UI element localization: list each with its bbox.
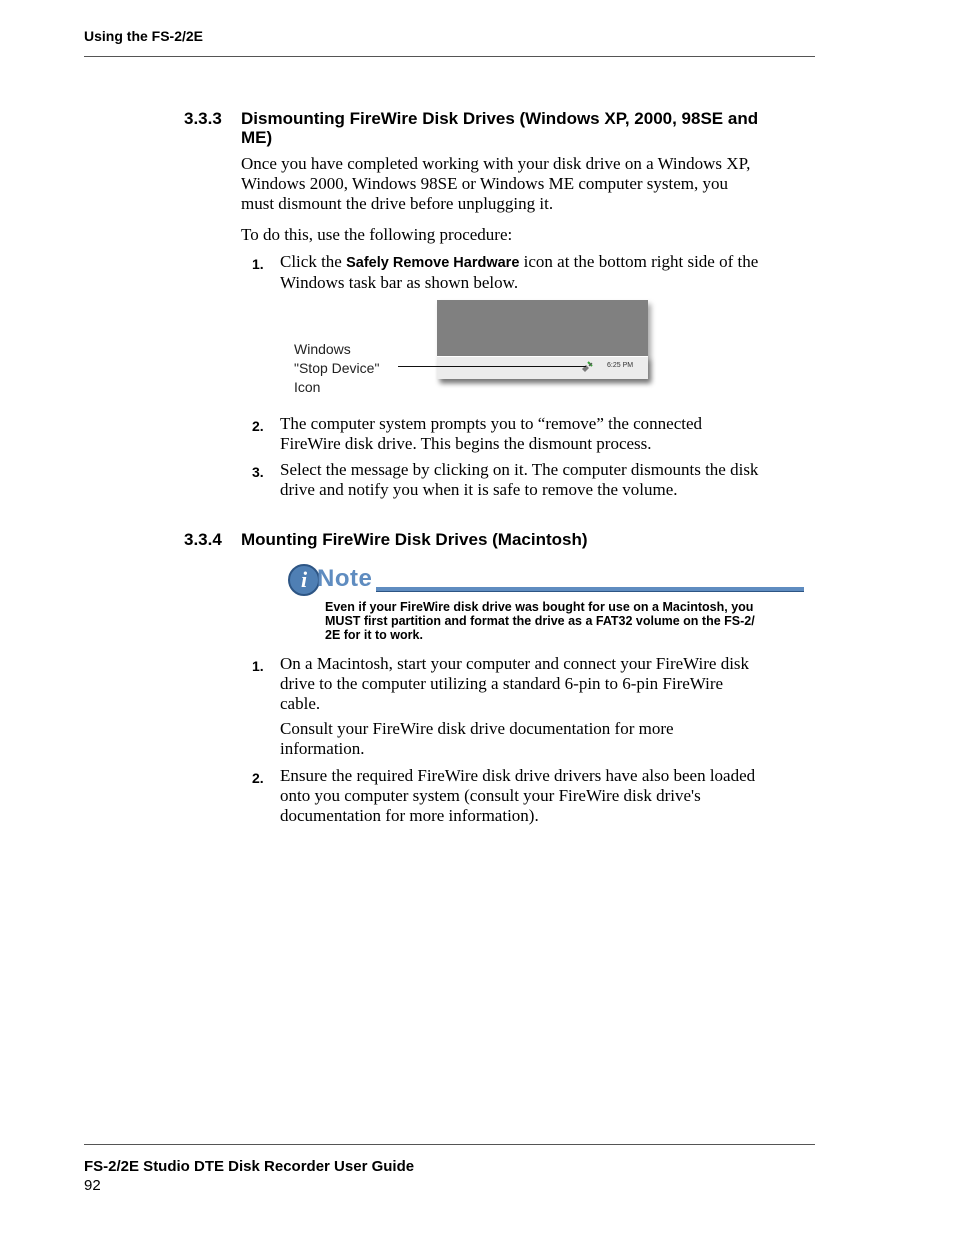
- note-box: [288, 564, 808, 644]
- safely-remove-hardware-icon: [580, 360, 594, 374]
- step-number: 1.: [252, 256, 264, 272]
- section-title: Dismounting FireWire Disk Drives (Windows XP, 2000, 98SE and ME): [241, 109, 759, 147]
- step-text: Click the Safely Remove Hardware icon at the bottom right side of the Windows task bar as shown below.: [280, 252, 759, 292]
- figure-callout: Windows "Stop Device" Icon: [294, 341, 380, 395]
- step-number: 1.: [252, 658, 264, 674]
- note-label: Note: [317, 565, 373, 592]
- procedure-intro: To do this, use the following procedure:: [241, 225, 513, 244]
- step-number: 2.: [252, 418, 264, 434]
- step-number: 3.: [252, 464, 264, 480]
- footer-title: FS-2/2E Studio DTE Disk Recorder User Guide: [84, 1158, 415, 1175]
- ui-term-safely-remove-hardware: Safely Remove Hardware: [346, 255, 520, 271]
- intro-paragraph: Once you have completed working with your disk drive on a Windows XP, Windows 2000, Windows 98SE or Windows ME computer system, you must dismount the drive before unplugging it.: [241, 154, 751, 213]
- page-number: 92: [84, 1177, 101, 1194]
- step-1: [252, 252, 814, 292]
- step-3: [252, 460, 814, 500]
- taskbar-clock: 6:25 PM: [607, 362, 634, 369]
- taskbar-figure: [290, 298, 660, 402]
- callout-leader-line: [398, 366, 586, 367]
- step-text: Select the message by clicking on it. The computer dismounts the disk drive and notify you when it is safe to remove the volume.: [280, 460, 759, 499]
- note-text: Even if your FireWire disk drive was bought for use on a Macintosh, you MUST first partition and format the drive as a FAT32 volume on the FS-2/ 2E for it to work.: [325, 600, 755, 642]
- windows-taskbar: [437, 356, 648, 379]
- step-text: The computer system prompts you to “remove” the connected FireWire disk drive. This begins the dismount process.: [280, 414, 703, 453]
- header-rule: [84, 56, 815, 57]
- step-subparagraph: Consult your FireWire disk drive documentation for more information.: [280, 719, 674, 758]
- section-number: 3.3.4: [184, 530, 222, 549]
- info-icon: i: [288, 564, 320, 596]
- section-title: Mounting FireWire Disk Drives (Macintosh): [241, 530, 588, 549]
- mac-step-2: [252, 766, 814, 828]
- note-rule: [376, 587, 804, 592]
- step-text: Ensure the required FireWire disk drive drivers have also been loaded onto you computer system (consult your FireWire disk drive's documentation for more information).: [280, 766, 756, 825]
- section-3-3-3-heading: [184, 109, 824, 149]
- running-head: Using the FS-2/2E: [84, 28, 204, 44]
- step-2: [252, 414, 814, 454]
- mac-step-1: [252, 654, 814, 764]
- section-3-3-4-heading: [184, 530, 824, 550]
- step-text: On a Macintosh, start your computer and connect your FireWire disk drive to the computer utilizing a standard 6-pin to 6-pin FireWire cable.: [280, 654, 750, 713]
- section-number: 3.3.3: [184, 109, 222, 128]
- footer-rule: [84, 1144, 815, 1145]
- step-number: 2.: [252, 770, 264, 786]
